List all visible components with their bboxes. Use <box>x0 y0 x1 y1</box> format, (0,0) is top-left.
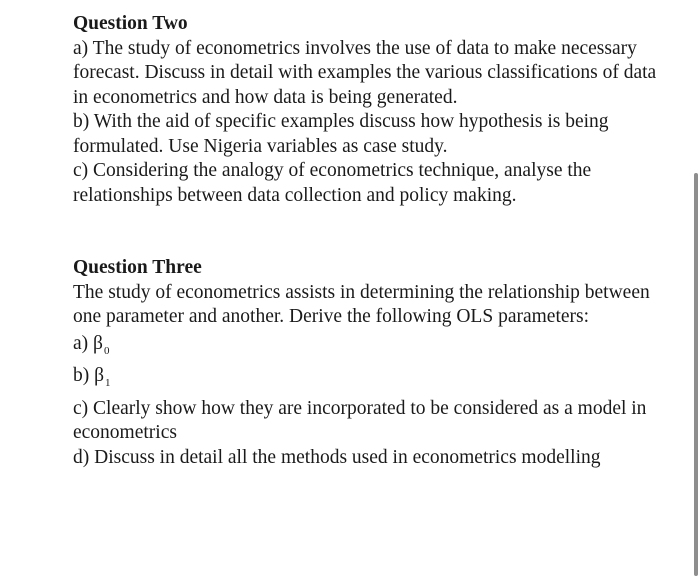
section-spacer <box>73 208 673 256</box>
question-two-part-b: b) With the aid of specific examples discuss how hypothesis is being formulated. Use Nigeria variables as case study. <box>73 111 609 157</box>
question-three-part-c: c) Clearly show how they are incorporated to be considered as a model in econometrics <box>73 397 647 443</box>
beta-subscript: 1 <box>105 377 111 389</box>
question-three-heading: Question Three <box>73 257 202 278</box>
question-two-heading: Question Two <box>73 13 188 34</box>
question-two-part-a: a) The study of econometrics involves the use of data to make necessary forecast. Discuss in detail with examples the various classifications of data in econometrics and how data is being generated. <box>73 37 657 108</box>
question-three-part-b <box>73 364 673 391</box>
beta-zero-symbol <box>93 332 109 359</box>
part-a-label: a) <box>73 332 94 354</box>
beta-symbol: β <box>93 332 103 354</box>
question-three-part-d: d) Discuss in detail all the methods used in econometrics modelling <box>73 446 601 468</box>
beta-symbol: β <box>94 365 105 386</box>
question-three-intro: The study of econometrics assists in determining the relationship between one parameter and another. Derive the following OLS parameters: <box>73 281 650 327</box>
beta-subscript: 0 <box>103 344 110 357</box>
part-b-label: b) <box>73 365 95 386</box>
question-two-part-c: c) Considering the analogy of econometrics technique, analyse the relationships between data collection and policy making. <box>73 160 592 206</box>
vertical-scrollbar[interactable] <box>694 173 698 576</box>
document-body <box>73 12 673 470</box>
beta-one-symbol <box>94 364 110 391</box>
question-three-part-a <box>73 332 673 359</box>
